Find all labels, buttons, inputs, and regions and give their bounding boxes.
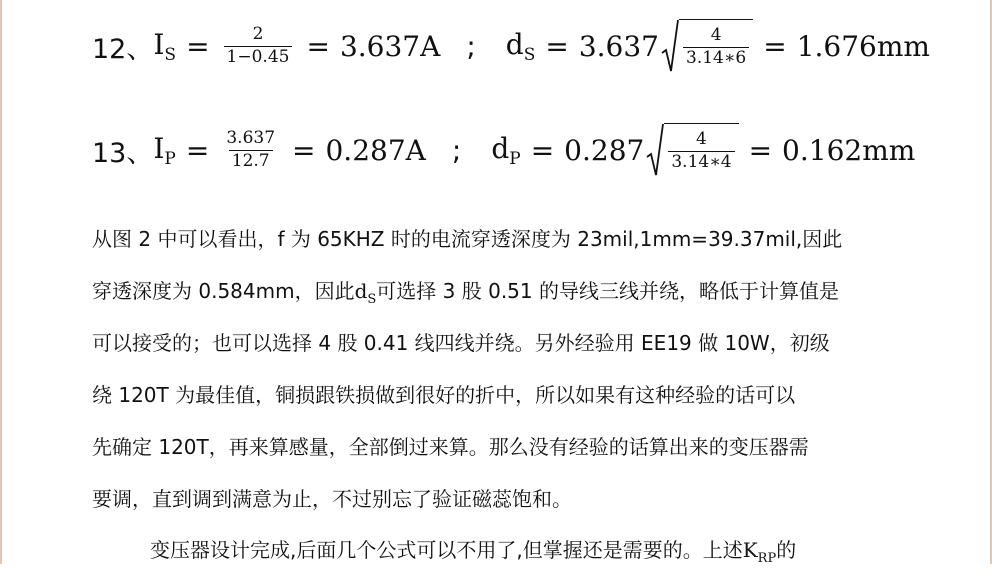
diameter-symbol: $d_P$: [491, 131, 521, 169]
square-root: $\frac{4}{3.14∗6}$: [661, 19, 753, 73]
radical-sign-icon: [646, 123, 664, 177]
body-paragraph: [92, 213, 912, 525]
current-result: 3.637A: [339, 29, 441, 63]
fraction: $\frac{2}{1-0.45}$: [224, 25, 293, 67]
separator: ;: [466, 29, 476, 63]
page-edge-left: [0, 0, 2, 564]
paragraph-line: 从图 2 中可以看出，f 为 65KHZ 时的电流穿透深度为 23mil,1mm=39.37mil,因此: [92, 227, 843, 251]
closing-line: 变压器设计完成,后面几个公式可以不用了,但掌握还是需要的。上述$K_{RP}$的: [150, 538, 797, 566]
separator: ;: [451, 133, 462, 167]
equation-12: 12、 $I_S$ = $\frac{2}{1-0.45}$ = 3.637A ; $d_S$ = 3.637 $\frac{4}{3.14∗6}$ = 1.676mm: [92, 14, 930, 78]
current-result: 0.287A: [325, 133, 426, 167]
diameter-result: 0.162mm: [782, 133, 916, 167]
current-symbol: $I_S$: [153, 27, 177, 65]
diameter-result: 1.676mm: [796, 29, 930, 63]
coefficient: 3.637: [578, 29, 659, 63]
paragraph-line: 先确定 120T，再来算感量，全部倒过来算。那么没有经验的话算出来的变压器需: [92, 435, 809, 459]
equation-13: 13、 $I_P$ = $\frac{3.637}{12.7}$ = 0.287A ; $d_P$ = 0.287 $\frac{4}{3.14∗4}$ = 0.162mm: [92, 118, 915, 182]
paragraph-line: 穿透深度为 0.584mm，因此$d_S$可选择 3 股 0.51 的导线三线并绕，略低于计算值是: [92, 279, 839, 307]
equation-number: 13、: [92, 137, 154, 169]
square-root: $\frac{4}{3.14∗4}$: [646, 123, 738, 177]
paragraph-line: 绕 120T 为最佳值，铜损跟铁损做到很好的折中，所以如果有这种经验的话可以: [92, 383, 796, 407]
coefficient: 0.287: [564, 133, 645, 167]
radical-sign-icon: [661, 19, 679, 73]
paragraph-line: 要调，直到调到满意为止，不过别忘了验证磁蕊饱和。: [92, 487, 572, 511]
equation-number: 12、: [92, 33, 154, 65]
diameter-symbol: $d_S$: [505, 27, 536, 65]
paragraph-line: 可以接受的；也可以选择 4 股 0.41 线四线并绕。另外经验用 EE19 做 10W，初级: [92, 331, 830, 355]
fraction: $\frac{3.637}{12.7}$: [226, 127, 276, 171]
current-symbol: $I_P$: [153, 131, 176, 169]
